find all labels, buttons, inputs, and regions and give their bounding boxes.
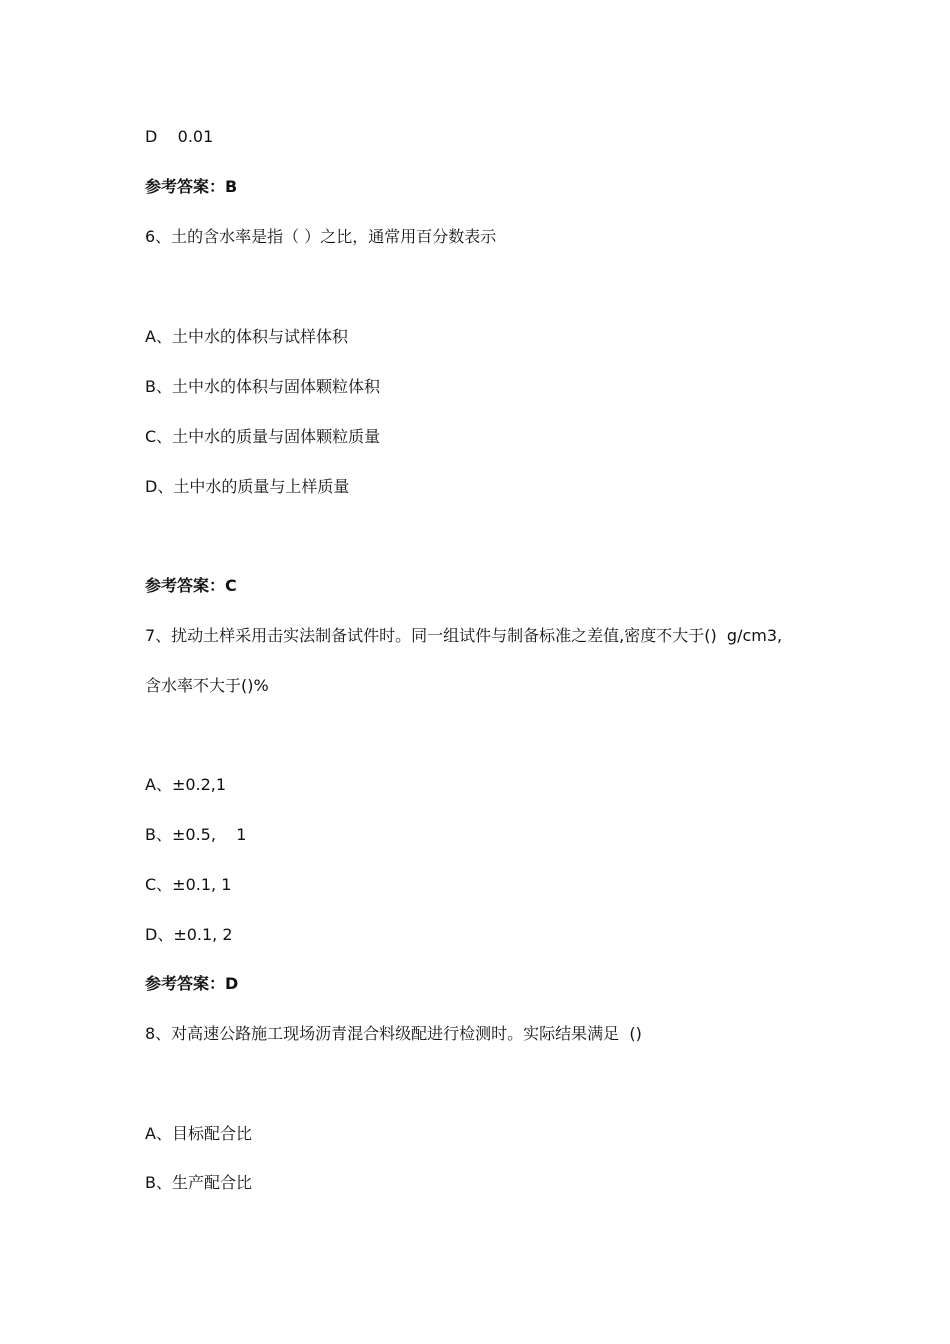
question-7-text-line2: 含水率不大于()% <box>145 676 269 695</box>
reference-answer-q6: 参考答案：C <box>145 576 237 595</box>
option-d-q7: D、±0.1, 2 <box>145 925 233 944</box>
option-a-q7: A、±0.2,1 <box>145 775 227 794</box>
question-7-text-line1: 7、扰动土样采用击实法制备试件时。同一组试件与制备标准之差值,密度不大于() g/cm3, <box>145 626 783 645</box>
option-b-q7: B、±0.5, 1 <box>145 825 247 844</box>
option-a-q8: A、目标配合比 <box>145 1124 252 1143</box>
option-c-q6: C、土中水的质量与固体颗粒质量 <box>145 427 381 446</box>
option-a-q6: A、土中水的体积与试样体积 <box>145 327 348 346</box>
option-b-q6: B、土中水的体积与固体颗粒体积 <box>145 377 380 396</box>
option-c-q7: C、±0.1, 1 <box>145 875 232 894</box>
option-b-q8: B、生产配合比 <box>145 1173 252 1192</box>
reference-answer-q7: 参考答案：D <box>145 974 239 993</box>
option-d-q5: D 0.01 <box>145 127 214 146</box>
question-6-text: 6、土的含水率是指（ ）之比，通常用百分数表示 <box>145 227 497 246</box>
question-8-text: 8、对高速公路施工现场沥青混合料级配进行检测时。实际结果满足 () <box>145 1024 642 1043</box>
option-d-q6: D、土中水的质量与上样质量 <box>145 477 350 496</box>
reference-answer-q5: 参考答案：B <box>145 177 238 196</box>
